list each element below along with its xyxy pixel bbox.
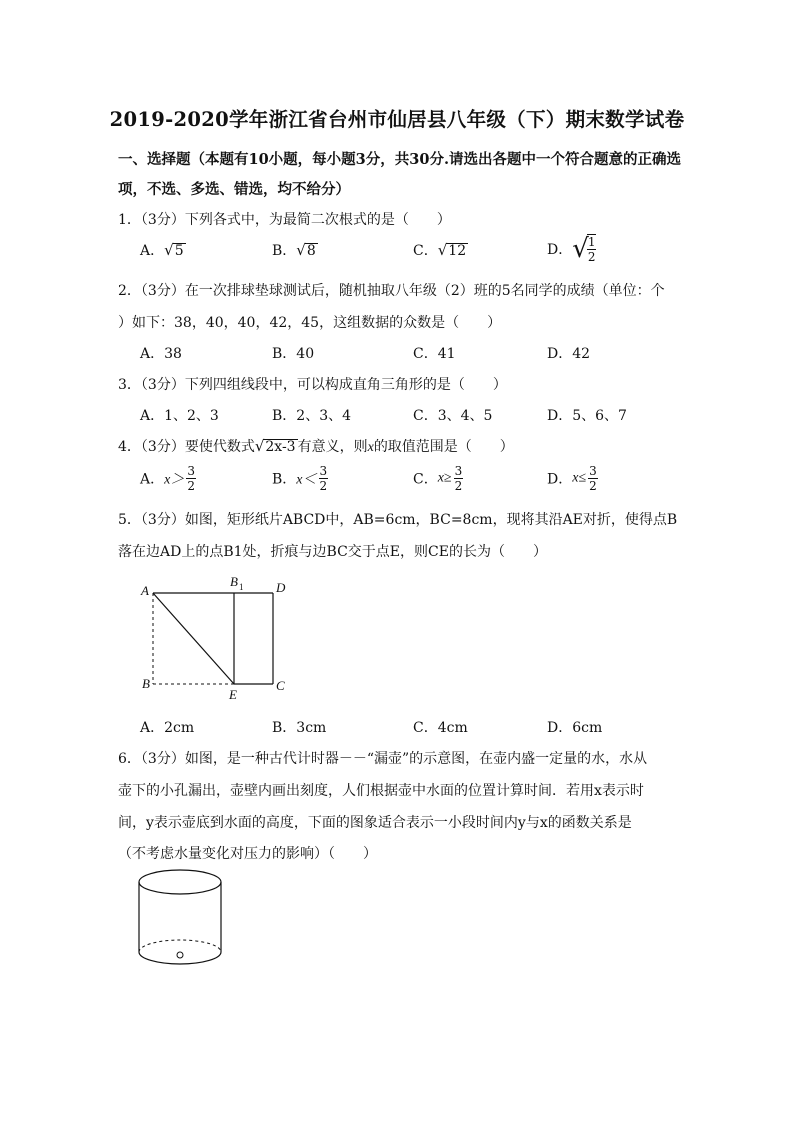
q4-option-b-label: B．	[272, 471, 297, 488]
q4-option-a-num: 3	[187, 464, 195, 478]
q1-option-c-label: C．	[413, 243, 438, 259]
q3-option-b[interactable]: B．2、3、4	[272, 408, 352, 424]
q4-option-c-den: 2	[454, 479, 463, 493]
fig-label-b1: B	[230, 574, 238, 589]
q2-option-c[interactable]: C．41	[413, 346, 456, 362]
fig-label-c: C	[276, 678, 285, 693]
q2-stem-line2: ）如下：38，40，40，42，45，这组数据的众数是（ ）	[118, 315, 502, 331]
q4-option-c-expr: x≥	[437, 470, 452, 486]
q1-option-c[interactable]: C．√12	[413, 241, 467, 259]
q1-option-a-radicand: 5	[174, 243, 184, 259]
q2-option-a[interactable]: A．38	[140, 346, 182, 362]
q4-option-a-den: 2	[187, 479, 195, 493]
q4-option-c-label: C．	[413, 471, 438, 488]
q2-option-b[interactable]: B．40	[272, 346, 315, 362]
q4-option-a[interactable]	[140, 464, 196, 493]
q3-option-a[interactable]: A．1、2、3	[140, 408, 219, 424]
q4-option-d-num: 3	[589, 464, 597, 478]
q1-option-c-radicand: 12	[448, 243, 467, 259]
q6-stem-line2: 壶下的小孔漏出，壶壁内画出刻度，人们根据壶中水面的位置计算时间．若用x表示时	[118, 783, 644, 799]
q6-stem-line4: （不考虑水量变化对压力的影响）（ ）	[118, 846, 377, 862]
fig-label-b: B	[142, 676, 150, 691]
q4-option-b[interactable]	[272, 464, 328, 493]
q1-option-d-den: 2	[587, 250, 596, 264]
section-heading-line2: 项，不选、多选、错选，均不给分）	[118, 181, 350, 198]
q6-water-clock-figure	[130, 864, 230, 970]
fig-label-e: E	[229, 687, 237, 702]
q1-option-a[interactable]: A．√5	[140, 241, 184, 259]
q1-option-d[interactable]: D．√ $\frac{1}{2}$	[547, 234, 596, 264]
q5-option-c[interactable]: C．4cm	[413, 720, 468, 736]
q4-option-a-expr: x＞	[164, 472, 185, 488]
q4-variable: x	[367, 440, 374, 455]
q4-stem-post: 有意义，则	[297, 439, 368, 455]
q4-radicand: 2x-3	[265, 439, 296, 455]
q4-option-d-expr: x≤	[572, 470, 587, 486]
q4-stem-post2: 的取值范围是（ ）	[373, 439, 514, 455]
q1-option-d-num: 1	[587, 235, 596, 249]
q1-option-b[interactable]: B．√8	[272, 241, 316, 259]
q4-stem-pre: 4．（3分）要使代数式	[118, 439, 255, 455]
q4-option-c-num: 3	[454, 464, 463, 478]
q5-stem-line1: 5．（3分）如图，矩形纸片ABCD中，AB=6cm，BC=8cm，现将其沿AE对折，使得点B	[118, 512, 678, 528]
page-title: 2019-2020学年浙江省台州市仙居县八年级（下）期末数学试卷	[109, 108, 685, 131]
fig-label-d: D	[276, 580, 286, 595]
q4-option-a-label: A．	[140, 471, 165, 488]
q4-stem: 4．（3分）要使代数式√2x-3 有意义，则x的取值范围是（ ）	[118, 437, 514, 455]
q4-option-b-den: 2	[319, 479, 328, 493]
q5-option-a[interactable]: A．2cm	[140, 720, 195, 736]
q4-option-d-label: D．	[547, 471, 573, 488]
q4-option-c[interactable]	[413, 464, 463, 493]
q5-rectangle-figure	[136, 570, 296, 705]
q4-option-b-num: 3	[319, 464, 328, 478]
q5-option-b[interactable]: B．3cm	[272, 720, 327, 736]
fig-label-b1-sub: 1	[239, 582, 244, 592]
q6-stem-line1: 6．（3分）如图，是一种古代计时器－－“漏壶”的示意图，在壶内盛一定量的水，水从	[118, 751, 648, 767]
q1-option-b-radicand: 8	[306, 243, 316, 259]
q1-stem: 1．（3分）下列各式中，为最简二次根式的是（ ）	[118, 212, 451, 228]
q1-option-a-label: A．	[140, 243, 165, 259]
q2-option-d[interactable]: D．42	[547, 346, 591, 362]
q1-option-d-label: D．	[547, 242, 573, 258]
q3-stem: 3．（3分）下列四组线段中，可以构成直角三角形的是（ ）	[118, 377, 507, 393]
q4-option-b-expr: x＜	[296, 472, 317, 488]
fig-label-a: A	[141, 583, 149, 598]
section-heading-line1: 一、选择题（本题有10小题，每小题3分，共30分.请选出各题中一个符合题意的正确选	[118, 151, 681, 168]
q5-stem-line2: 落在边AD上的点B1处，折痕与边BC交于点E，则CE的长为（ ）	[118, 544, 547, 560]
q6-stem-line3: 间，y表示壶底到水面的高度，下面的图象适合表示一小段时间内y与x的函数关系是	[118, 815, 632, 831]
q3-option-c[interactable]: C．3、4、5	[413, 408, 493, 424]
q4-option-d-den: 2	[589, 479, 597, 493]
q5-option-d[interactable]: D．6cm	[547, 720, 603, 736]
q2-stem-line1: 2．（3分）在一次排球垫球测试后，随机抽取八年级（2）班的5名同学的成绩（单位：个	[118, 283, 665, 299]
q4-option-d[interactable]	[547, 464, 598, 493]
q3-option-d[interactable]: D．5、6、7	[547, 408, 627, 424]
q1-option-b-label: B．	[272, 243, 297, 259]
